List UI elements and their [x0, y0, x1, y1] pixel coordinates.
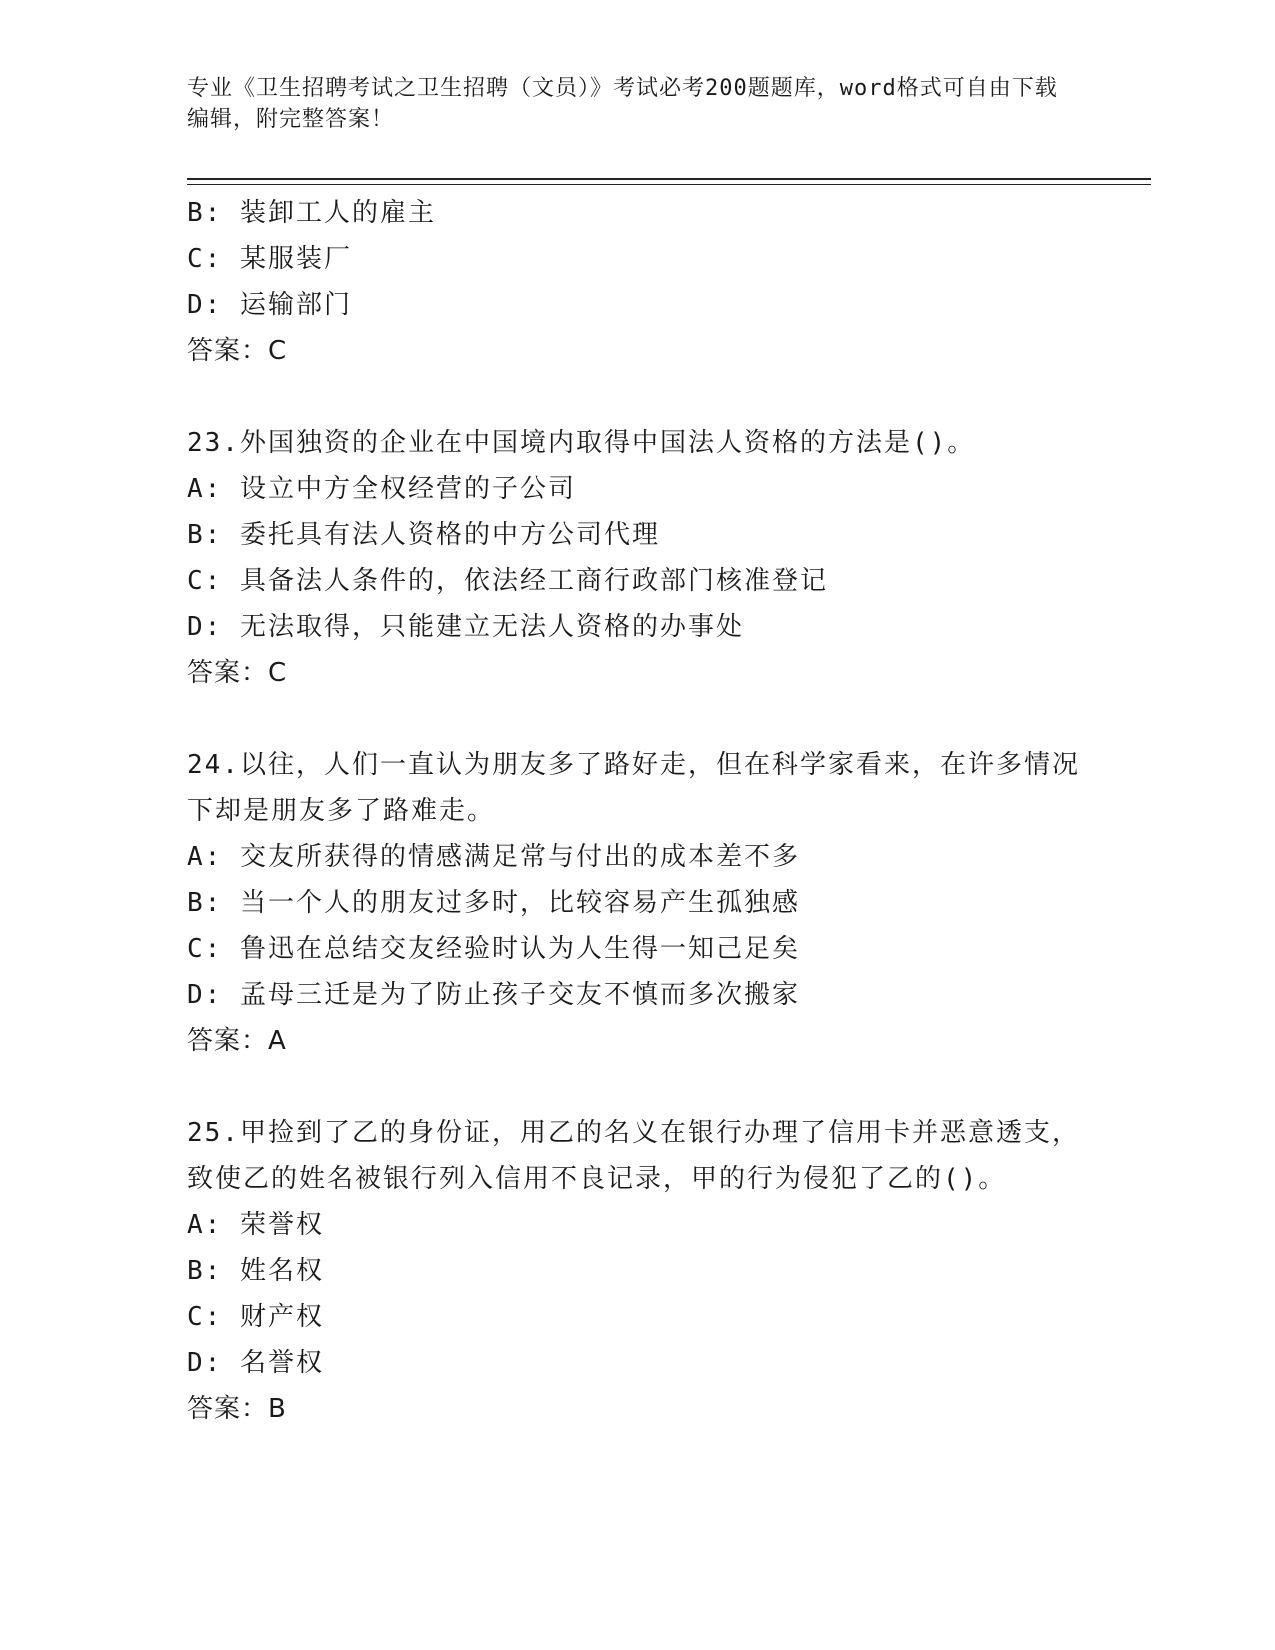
option-c: C: 某服装厂 [187, 244, 352, 274]
option-b: B: 当一个人的朋友过多时，比较容易产生孤独感 [187, 888, 800, 918]
question-stem: 23.外国独资的企业在中国境内取得中国法人资格的方法是()。 [187, 428, 976, 458]
option-b: B: 装卸工人的雇主 [187, 198, 436, 228]
question-block [187, 420, 1087, 696]
option-a: A: 设立中方全权经营的子公司 [187, 474, 576, 504]
option-d: D: 孟母三迁是为了防止孩子交友不慎而多次搬家 [187, 980, 800, 1010]
question-list [187, 190, 1087, 1478]
answer-line: 答案：C [187, 336, 288, 366]
option-a: A: 交友所获得的情感满足常与付出的成本差不多 [187, 842, 800, 872]
question-stem: 25.甲捡到了乙的身份证，用乙的名义在银行办理了信用卡并恶意透支，致使乙的姓名被银行列入信用不良记录，甲的行为侵犯了乙的()。 [187, 1118, 1080, 1194]
header-divider-thin [187, 184, 1151, 185]
option-c: C: 具备法人条件的，依法经工商行政部门核准登记 [187, 566, 828, 596]
option-a: A: 荣誉权 [187, 1210, 324, 1240]
answer-line: 答案：C [187, 658, 288, 688]
question-block [187, 742, 1087, 1064]
answer-line: 答案：B [187, 1394, 287, 1424]
question-block [187, 190, 1087, 374]
option-d: D: 运输部门 [187, 290, 352, 320]
document-header: 专业《卫生招聘考试之卫生招聘（文员）》考试必考200题题库，word格式可自由下载编辑，附完整答案！ [187, 76, 1058, 132]
question-block [187, 1110, 1087, 1432]
answer-line: 答案：A [187, 1026, 287, 1056]
option-c: C: 财产权 [187, 1302, 324, 1332]
option-d: D: 无法取得，只能建立无法人资格的办事处 [187, 612, 744, 642]
option-c: C: 鲁迅在总结交友经验时认为人生得一知己足矣 [187, 934, 800, 964]
option-d: D: 名誉权 [187, 1348, 324, 1378]
question-stem: 24.以往，人们一直认为朋友多了路好走，但在科学家看来，在许多情况下却是朋友多了路难走。 [187, 750, 1080, 826]
header-divider-thick [187, 178, 1151, 180]
option-b: B: 委托具有法人资格的中方公司代理 [187, 520, 660, 550]
option-b: B: 姓名权 [187, 1256, 324, 1286]
